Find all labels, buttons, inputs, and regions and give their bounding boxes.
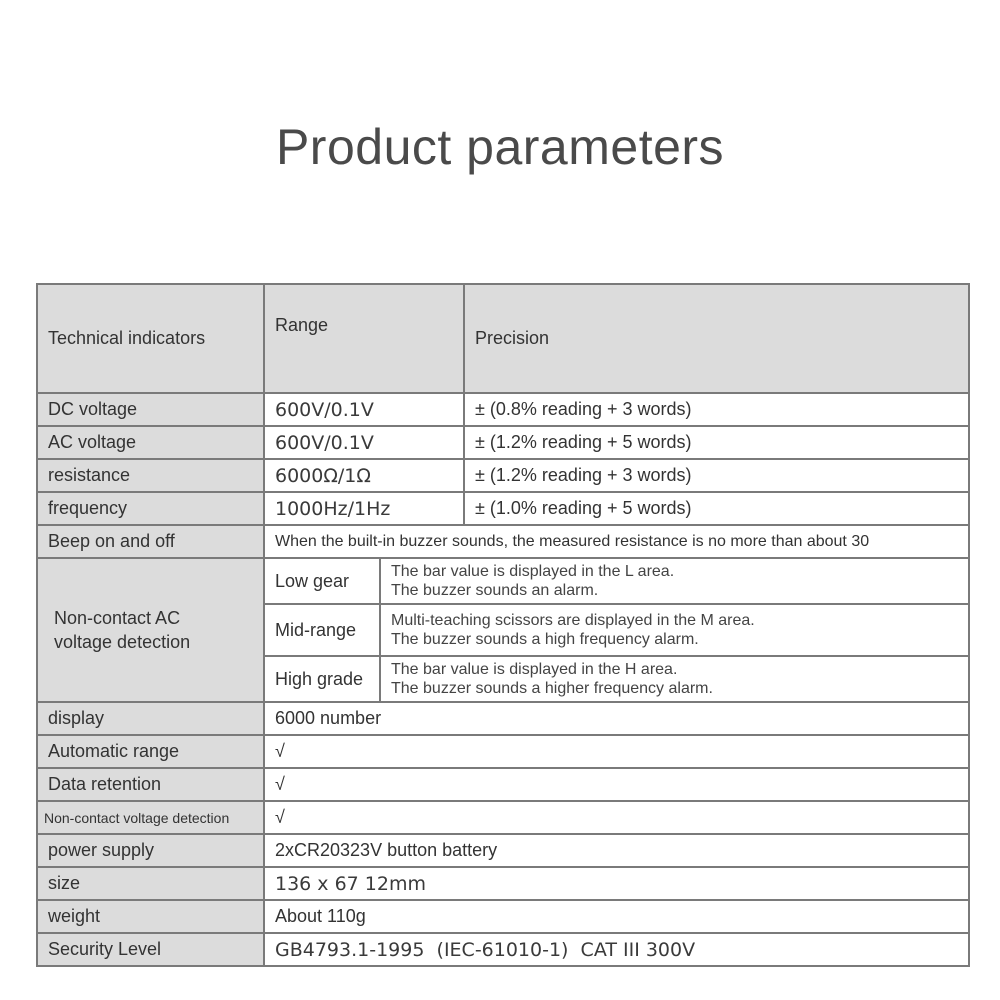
- table-header-row: [37, 284, 969, 393]
- table-row: [37, 459, 969, 492]
- gear-low-label: Low gear: [264, 558, 380, 604]
- ac-voltage-range: 600V/0.1V: [264, 426, 464, 459]
- row-label-power-supply: power supply: [37, 834, 264, 867]
- gear-high-label: High grade: [264, 656, 380, 702]
- table-row: [37, 492, 969, 525]
- resistance-range: 6000Ω/1Ω: [264, 459, 464, 492]
- row-label-frequency: frequency: [37, 492, 264, 525]
- frequency-range: 1000Hz/1Hz: [264, 492, 464, 525]
- frequency-precision: ± (1.0% reading + 5 words): [464, 492, 969, 525]
- gear-low-desc-line2: The buzzer sounds an alarm.: [391, 582, 599, 599]
- automatic-range-check: √: [264, 735, 969, 768]
- table-row: [37, 558, 969, 604]
- gear-mid-desc-line2: The buzzer sounds a high frequency alarm.: [391, 631, 699, 648]
- display-value: 6000 number: [264, 702, 969, 735]
- size-value: 136 x 67 12mm: [264, 867, 969, 900]
- security-level-value: GB4793.1-1995 (IEC-61010-1) CAT III 300V: [264, 933, 969, 966]
- row-label-data-retention: Data retention: [37, 768, 264, 801]
- row-label-security-level: Security Level: [37, 933, 264, 966]
- row-label-dc-voltage: DC voltage: [37, 393, 264, 426]
- table-row: [37, 933, 969, 966]
- power-supply-value: 2xCR20323V button battery: [264, 834, 969, 867]
- gear-high-desc: [380, 656, 969, 702]
- table-row: [37, 900, 969, 933]
- row-label-ac-voltage: AC voltage: [37, 426, 264, 459]
- gear-low-desc: [380, 558, 969, 604]
- beep-value: When the built-in buzzer sounds, the measured resistance is no more than about 30: [264, 525, 969, 558]
- weight-value: About 110g: [264, 900, 969, 933]
- row-label-non-contact-voltage-detection: Non-contact voltage detection: [37, 801, 264, 834]
- dc-voltage-range: 600V/0.1V: [264, 393, 464, 426]
- row-label-resistance: resistance: [37, 459, 264, 492]
- row-label-automatic-range: Automatic range: [37, 735, 264, 768]
- gear-mid-desc: [380, 604, 969, 656]
- row-label-beep: Beep on and off: [37, 525, 264, 558]
- row-label-ncv-ac: [37, 558, 264, 702]
- table-row: [37, 735, 969, 768]
- table-row: [37, 702, 969, 735]
- ncv-label-line1: Non-contact AC: [54, 608, 181, 628]
- header-technical-indicators: Technical indicators: [37, 284, 264, 393]
- ac-voltage-precision: ± (1.2% reading + 5 words): [464, 426, 969, 459]
- header-precision: Precision: [464, 284, 969, 393]
- table-row: [37, 768, 969, 801]
- spec-table: [36, 283, 970, 967]
- data-retention-check: √: [264, 768, 969, 801]
- table-row: [37, 801, 969, 834]
- gear-low-desc-line1: The bar value is displayed in the L area.: [391, 563, 675, 580]
- table-row: [37, 867, 969, 900]
- header-range: Range: [264, 284, 464, 393]
- row-label-size: size: [37, 867, 264, 900]
- table-row: [37, 393, 969, 426]
- non-contact-voltage-detection-check: √: [264, 801, 969, 834]
- page-title: Product parameters: [275, 119, 725, 175]
- gear-mid-label: Mid-range: [264, 604, 380, 656]
- resistance-precision: ± (1.2% reading + 3 words): [464, 459, 969, 492]
- gear-high-desc-line2: The buzzer sounds a higher frequency alarm.: [391, 680, 713, 697]
- table-row: [37, 426, 969, 459]
- gear-high-desc-line1: The bar value is displayed in the H area.: [391, 661, 678, 678]
- row-label-weight: weight: [37, 900, 264, 933]
- ncv-label-line2: voltage detection: [54, 632, 191, 652]
- gear-mid-desc-line1: Multi-teaching scissors are displayed in the M area.: [391, 612, 755, 629]
- row-label-display: display: [37, 702, 264, 735]
- dc-voltage-precision: ± (0.8% reading + 3 words): [464, 393, 969, 426]
- table-row: [37, 525, 969, 558]
- table-row: [37, 834, 969, 867]
